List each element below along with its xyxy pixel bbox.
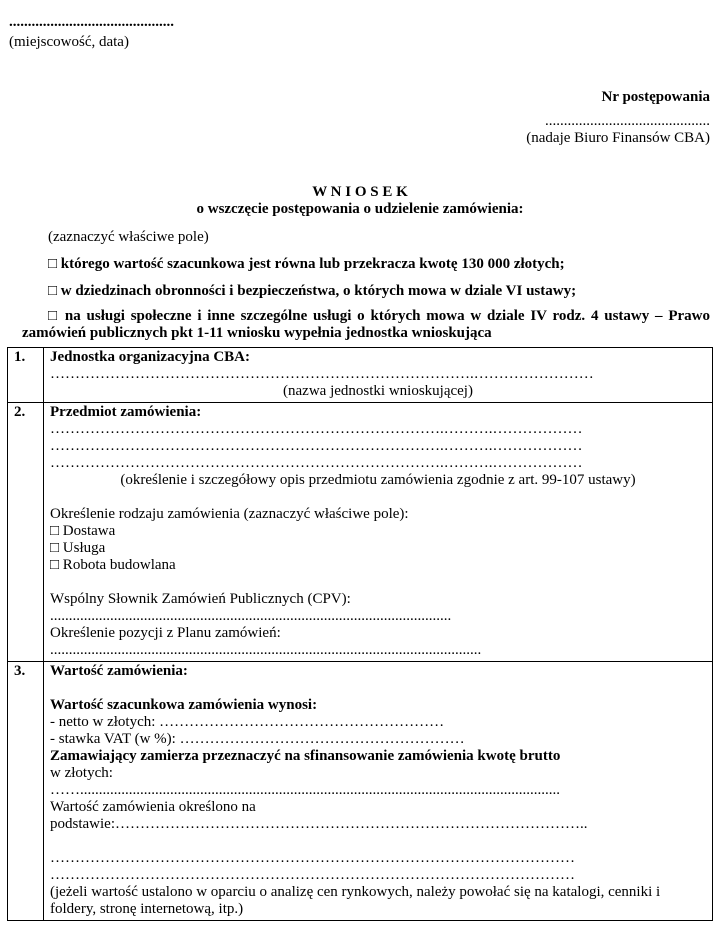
cpv-field[interactable]: ........................................................................................................... [50, 608, 452, 624]
vat-rate-field[interactable]: - stawka VAT (w %): ………………………………………………… [50, 731, 465, 747]
unit-field[interactable]: ………………………………………………………………………….…………………… [50, 366, 594, 382]
subject-field-2[interactable]: …………………………………………………………………….……….……………… [50, 438, 583, 454]
table-row [8, 403, 713, 662]
option-defense: □ w dziedzinach obronności i bezpieczeństwa, o których mowa w dziale VI ustawy; [48, 283, 577, 299]
pln-field[interactable]: ……................................................................................................................................ [50, 782, 560, 798]
basis-field-3[interactable]: …………………………………………………………………………………………… [50, 867, 575, 883]
checkbox-supply[interactable]: □ Dostawa [50, 523, 116, 539]
pln-label: w złotych: [50, 765, 113, 781]
proc-no-dots: ............................................ [545, 113, 710, 129]
basis-field-2[interactable]: …………………………………………………………………………………………… [50, 850, 575, 866]
row-content [44, 403, 713, 662]
document-title: W N I O S E K [312, 184, 408, 200]
subject-field-1[interactable]: …………………………………………………………………….……….……………… [50, 421, 583, 437]
option-threshold: □ którego wartość szacunkowa jest równa lub przekracza kwotę 130 000 złotych; [48, 256, 565, 272]
proc-no-label: Nr postępowania [601, 89, 710, 105]
gross-amount-label: Zamawiający zamierza przeznaczyć na sfinansowanie zamówienia kwotę brutto [50, 748, 561, 764]
option-social-services-cont: zamówień publicznych pkt 1-11 wniosku wypełnia jednostka wnioskująca [22, 325, 492, 341]
basis-note-2: foldery, stronę internetową, itp.) [50, 901, 244, 917]
option-social-services: □ na usługi społeczne i inne szczególne usługi o których mowa w dziale IV rodz. 4 ustawy – Prawo [48, 308, 710, 324]
subject-title: Przedmiot zamówienia: [50, 404, 202, 420]
document-subtitle: o wszczęcie postępowania o udzielenie zamówienia: [196, 201, 524, 217]
cpv-label: Wspólny Słownik Zamówień Publicznych (CPV): [50, 591, 351, 607]
basis-note-1: (jeżeli wartość ustalono w oparciu o analizę cen rynkowych, należy powołać się na katalogi, cenniki i [50, 884, 661, 900]
unit-title: Jednostka organizacyjna CBA: [50, 349, 251, 365]
basis-label: Wartość zamówienia określono na [50, 799, 256, 815]
subject-note: (określenie i szczegółowy opis przedmiotu zamówienia zgodnie z art. 99-107 ustawy) [120, 472, 636, 488]
date-label: (miejscowość, data) [9, 34, 129, 50]
row-content [44, 348, 713, 403]
row-number: 2. [8, 403, 44, 662]
form-table [7, 347, 713, 921]
date-dots: ............................................ [9, 14, 174, 30]
row-number: 1. [8, 348, 44, 403]
table-row [8, 348, 713, 403]
net-value-field[interactable]: - netto w złotych: ………………………………………………… [50, 714, 445, 730]
checkbox-service[interactable]: □ Usługa [50, 540, 106, 556]
basis-field[interactable]: podstawie:………………………………………………………………………………….. [50, 816, 588, 832]
table-row [8, 662, 713, 921]
order-type-label: Określenie rodzaju zamówienia (zaznaczyć właściwe pole): [50, 506, 409, 522]
plan-label: Określenie pozycji z Planu zamówień: [50, 625, 281, 641]
options-instruction: (zaznaczyć właściwe pole) [48, 229, 209, 245]
proc-no-note: (nadaje Biuro Finansów CBA) [526, 130, 710, 146]
estimated-value-label: Wartość szacunkowa zamówienia wynosi: [50, 697, 318, 713]
row-number: 3. [8, 662, 44, 921]
value-title: Wartość zamówienia: [50, 663, 188, 679]
subject-field-3[interactable]: …………………………………………………………………….……….……………… [50, 455, 583, 471]
checkbox-construction[interactable]: □ Robota budowlana [50, 557, 176, 573]
unit-note: (nazwa jednostki wnioskującej) [283, 383, 473, 399]
plan-field[interactable]: ................................................................................................................... [50, 642, 482, 658]
row-content [44, 662, 713, 921]
